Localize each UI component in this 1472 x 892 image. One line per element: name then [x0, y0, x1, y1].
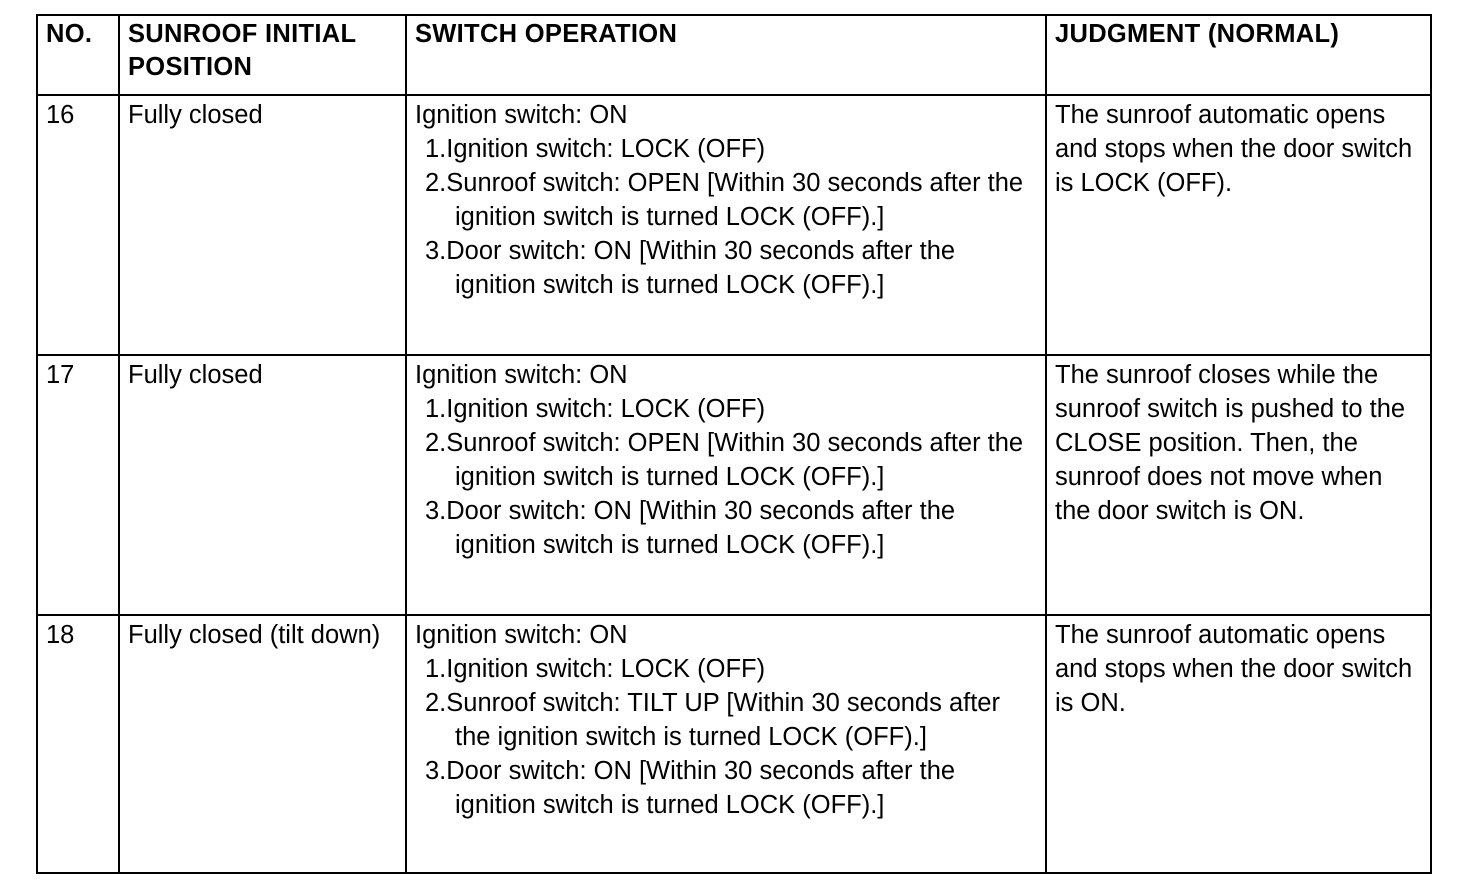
- header-no: NO.: [37, 15, 119, 95]
- table-row: [37, 95, 1431, 355]
- row-number: 18: [37, 615, 119, 873]
- header-switch-operation: SWITCH OPERATION: [406, 15, 1046, 95]
- switch-operation: [406, 355, 1046, 615]
- table-row: [37, 355, 1431, 615]
- sunroof-operation-table: [36, 14, 1432, 874]
- operation-step: 3.Door switch: ON [Within 30 seconds after the ignition switch is turned LOCK (OFF).]: [425, 757, 956, 819]
- judgment: The sunroof automatic opens and stops when the door switch is ON.: [1046, 615, 1431, 873]
- switch-operation: [406, 95, 1046, 355]
- initial-position: Fully closed (tilt down): [119, 615, 406, 873]
- initial-position: Fully closed: [119, 95, 406, 355]
- switch-operation: [406, 615, 1046, 873]
- judgment: The sunroof automatic opens and stops when the door switch is LOCK (OFF).: [1046, 95, 1431, 355]
- operation-step: 2.Sunroof switch: OPEN [Within 30 seconds after the ignition switch is turned LOCK (OFF).]: [425, 169, 1024, 231]
- operation-step: 2.Sunroof switch: OPEN [Within 30 seconds after the ignition switch is turned LOCK (OFF).]: [425, 429, 1024, 491]
- row-number: 16: [37, 95, 119, 355]
- operation-head: Ignition switch: ON: [415, 361, 628, 389]
- header-judgment: JUDGMENT (NORMAL): [1046, 15, 1431, 95]
- operation-head: Ignition switch: ON: [415, 101, 628, 129]
- operation-step: 1.Ignition switch: LOCK (OFF): [425, 395, 766, 423]
- table-row: [37, 615, 1431, 873]
- operation-step: 1.Ignition switch: LOCK (OFF): [425, 655, 766, 683]
- judgment: The sunroof closes while the sunroof switch is pushed to the CLOSE position. Then, the sunroof does not move when the door switch is ON.: [1046, 355, 1431, 615]
- row-number: 17: [37, 355, 119, 615]
- header-sunroof-initial-position: SUNROOF INITIAL POSITION: [119, 15, 406, 95]
- table-header-row: [37, 15, 1431, 95]
- operation-step: 3.Door switch: ON [Within 30 seconds after the ignition switch is turned LOCK (OFF).]: [425, 497, 956, 559]
- operation-head: Ignition switch: ON: [415, 621, 628, 649]
- operation-step: 3.Door switch: ON [Within 30 seconds after the ignition switch is turned LOCK (OFF).]: [425, 237, 956, 299]
- operation-step: 1.Ignition switch: LOCK (OFF): [425, 135, 766, 163]
- operation-step: 2.Sunroof switch: TILT UP [Within 30 seconds after the ignition switch is turned LOCK (OFF).]: [425, 689, 1000, 751]
- initial-position: Fully closed: [119, 355, 406, 615]
